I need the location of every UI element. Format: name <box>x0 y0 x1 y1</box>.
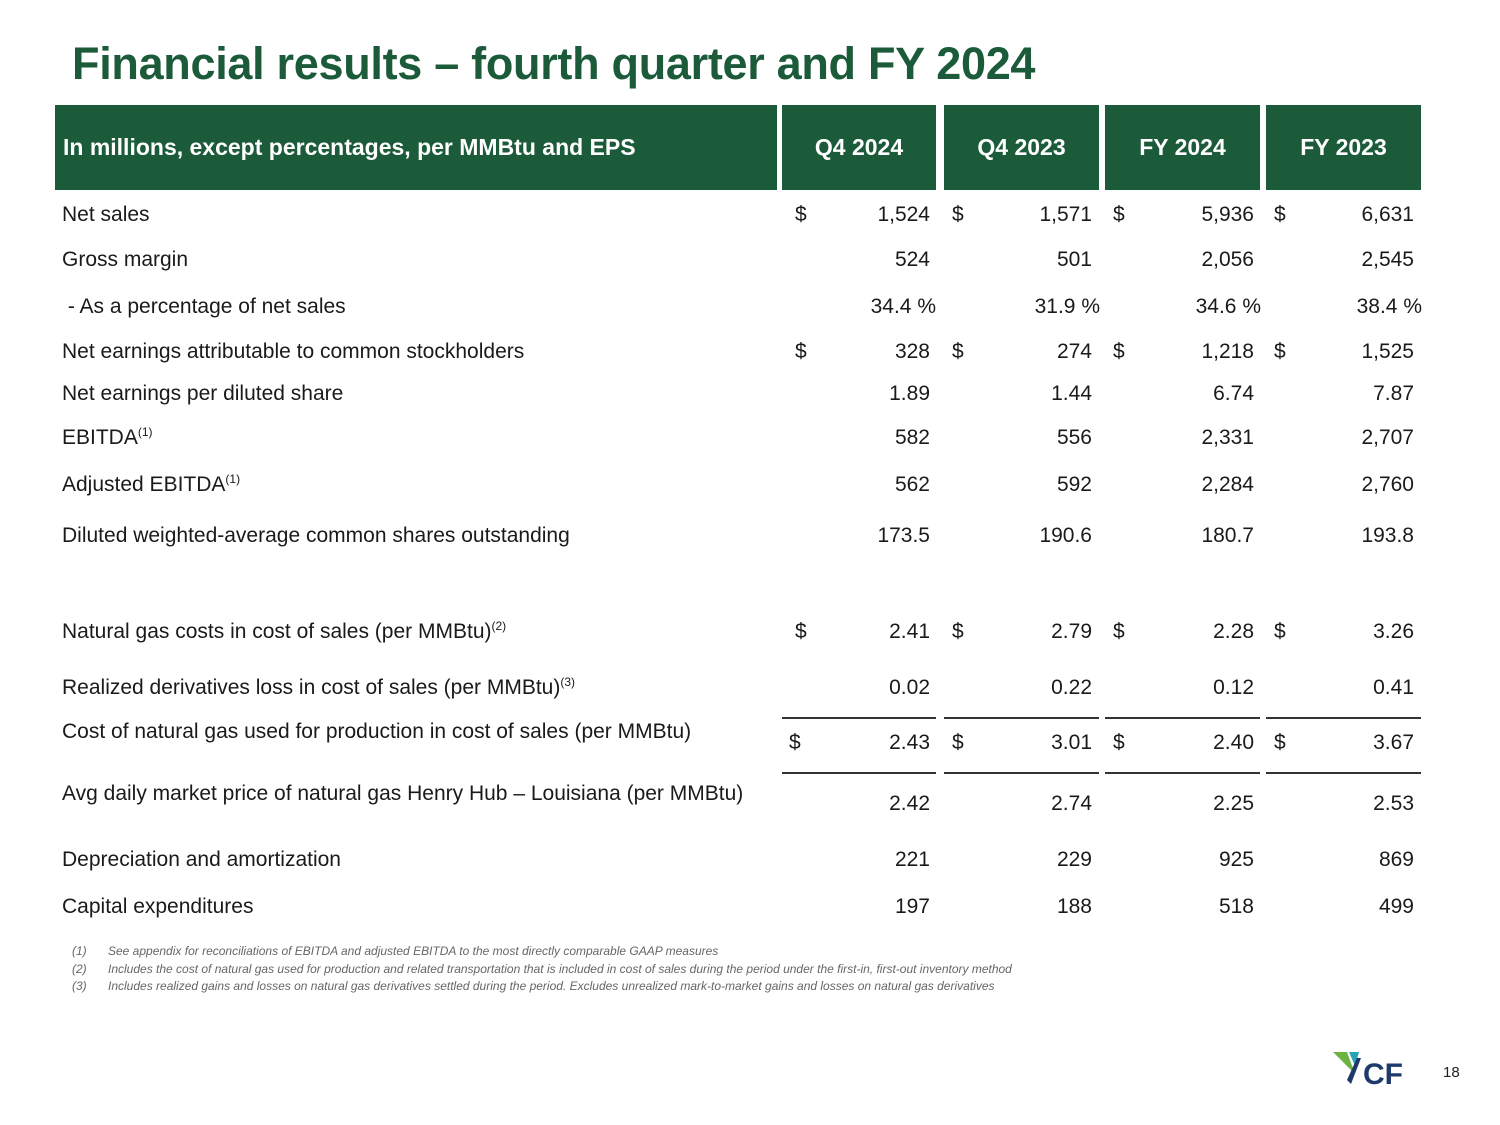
currency-symbol: $ <box>1113 203 1125 226</box>
subtotal-rule <box>944 717 1099 719</box>
cell-value: 180.7 <box>1201 524 1254 547</box>
cell-value: 197 <box>894 895 930 918</box>
row-label: Natural gas costs in cost of sales (per MMBtu)$^{(2)}$ <box>62 619 507 643</box>
footnote-marker: (2) <box>491 619 507 633</box>
cell-value: 2,056 <box>1201 248 1254 271</box>
currency-symbol: $ <box>952 340 964 363</box>
footnote-text: See appendix for reconciliations of EBITDA and adjusted EBITDA to the most directly comparable GAAP measures <box>108 944 719 958</box>
currency-symbol: $ <box>1113 731 1125 754</box>
cell-value: 1.89 <box>889 382 930 405</box>
row-label: Depreciation and amortization <box>62 848 341 871</box>
row-label: - As a percentage of net sales <box>62 295 346 318</box>
footnote-text: Includes realized gains and losses on natural gas derivatives settled during the period. Excludes unrealized mark-to-market gains and losses on natural gas derivatives <box>108 979 995 993</box>
row-label: Net earnings per diluted share <box>62 382 344 405</box>
subtotal-rule <box>1266 717 1421 719</box>
footnote-number: (1) <box>72 944 87 958</box>
footnote-text: Includes the cost of natural gas used for production and related transportation that is included in cost of sales during the period under the first-in, first-out inventory method <box>108 961 1012 976</box>
cell-value: 3.01 <box>1051 731 1092 754</box>
cell-value: 188 <box>1056 895 1092 918</box>
cell-value: 499 <box>1378 895 1414 918</box>
row-label: Realized derivatives loss in cost of sales (per MMBtu)$^{(3)}$ <box>62 675 576 699</box>
currency-symbol: $ <box>1274 731 1286 754</box>
cell-value: 0.02 <box>889 676 930 699</box>
row-label: Gross margin <box>62 248 189 271</box>
cell-value: 6.74 <box>1213 382 1254 405</box>
currency-symbol: $ <box>952 203 964 226</box>
currency-symbol: $ <box>1113 620 1125 643</box>
cell-value: 3.26 <box>1373 620 1414 643</box>
footnote-number: (3) <box>72 979 87 993</box>
total-rule <box>1105 772 1260 774</box>
footnote-marker: (1) <box>137 425 153 439</box>
cell-value: 0.12 <box>1213 676 1254 699</box>
cell-value: 556 <box>1056 426 1092 449</box>
cell-value: 0.22 <box>1051 676 1092 699</box>
page-number: 18 <box>1443 1064 1460 1081</box>
cf-logo <box>1333 1050 1413 1095</box>
total-rule <box>944 772 1099 774</box>
cell-value: 31.9 % <box>1034 295 1100 318</box>
footnote-marker: (1) <box>225 472 241 486</box>
cell-value: 2.41 <box>889 620 930 643</box>
cell-value: 3.67 <box>1373 731 1414 754</box>
footnote <box>72 962 1012 976</box>
cell-value: 2.25 <box>1213 792 1254 815</box>
cell-value: 5,936 <box>1201 203 1254 226</box>
cell-value: 2,545 <box>1361 248 1414 271</box>
cell-value: 1,525 <box>1361 340 1414 363</box>
cell-value: 501 <box>1056 248 1092 271</box>
cell-value: 2.40 <box>1213 731 1254 754</box>
row-label: Avg daily market price of natural gas Henry Hub – Louisiana (per MMBtu) <box>62 782 744 805</box>
header-col-q4-2024: Q4 2024 <box>782 105 936 190</box>
currency-symbol: $ <box>795 620 807 643</box>
cell-value: 1.44 <box>1051 382 1092 405</box>
cell-value: 221 <box>894 848 930 871</box>
row-label: Diluted weighted-average common shares outstanding <box>62 524 570 547</box>
cell-value: 2.28 <box>1213 620 1254 643</box>
currency-symbol: $ <box>795 203 807 226</box>
cell-value: 2,760 <box>1361 473 1414 496</box>
cell-value: 869 <box>1378 848 1414 871</box>
currency-symbol: $ <box>952 731 964 754</box>
cell-value: 34.6 % <box>1195 295 1261 318</box>
subtotal-rule <box>1105 717 1260 719</box>
cell-value: 34.4 % <box>870 295 936 318</box>
header-col-fy-2023: FY 2023 <box>1266 105 1421 190</box>
row-label: Net sales <box>62 203 150 226</box>
cell-value: 2,284 <box>1201 473 1254 496</box>
cell-value: 328 <box>894 340 930 363</box>
header-col-q4-2023: Q4 2023 <box>944 105 1099 190</box>
cell-value: 2.79 <box>1051 620 1092 643</box>
cell-value: 2.53 <box>1373 792 1414 815</box>
row-label: Adjusted EBITDA$^{(1)}$ <box>62 472 241 496</box>
cell-value: 2.74 <box>1051 792 1092 815</box>
cell-value: 7.87 <box>1373 382 1414 405</box>
currency-symbol: $ <box>789 731 801 754</box>
currency-symbol: $ <box>795 340 807 363</box>
cell-value: 2,331 <box>1201 426 1254 449</box>
cell-value: 1,218 <box>1201 340 1254 363</box>
cell-value: 190.6 <box>1039 524 1092 547</box>
cell-value: 518 <box>1218 895 1254 918</box>
total-rule <box>782 772 936 774</box>
currency-symbol: $ <box>1274 620 1286 643</box>
cell-value: 2,707 <box>1361 426 1414 449</box>
cell-value: 173.5 <box>877 524 930 547</box>
cell-value: 0.41 <box>1373 676 1414 699</box>
cell-value: 1,571 <box>1039 203 1092 226</box>
header-label: In millions, except percentages, per MMBtu and EPS <box>55 105 777 190</box>
row-label: Capital expenditures <box>62 895 254 918</box>
total-rule <box>1266 772 1421 774</box>
footnote-marker: (3) <box>560 675 576 689</box>
cell-value: 524 <box>894 248 930 271</box>
cell-value: 2.43 <box>889 731 930 754</box>
row-label: Cost of natural gas used for production in cost of sales (per MMBtu) <box>62 720 692 743</box>
cell-value: 229 <box>1056 848 1092 871</box>
logo-text: CF <box>1363 1058 1403 1090</box>
row-label: Net earnings attributable to common stockholders <box>62 340 525 363</box>
cell-value: 193.8 <box>1361 524 1414 547</box>
footnote <box>72 979 995 993</box>
header-col-fy-2024: FY 2024 <box>1105 105 1260 190</box>
cell-value: 582 <box>894 426 930 449</box>
footnote-number: (2) <box>72 961 87 976</box>
cell-value: 6,631 <box>1361 203 1414 226</box>
currency-symbol: $ <box>1113 340 1125 363</box>
footnote <box>72 944 718 958</box>
cell-value: 1,524 <box>877 203 930 226</box>
currency-symbol: $ <box>952 620 964 643</box>
page-title: Financial results – fourth quarter and FY 2024 <box>72 38 1036 89</box>
cell-value: 274 <box>1056 340 1092 363</box>
cell-value: 2.42 <box>889 792 930 815</box>
cell-value: 925 <box>1218 848 1254 871</box>
row-label: EBITDA$^{(1)}$ <box>62 425 153 449</box>
cell-value: 562 <box>894 473 930 496</box>
cell-value: 592 <box>1056 473 1092 496</box>
subtotal-rule <box>782 717 936 719</box>
cell-value: 38.4 % <box>1356 295 1422 318</box>
currency-symbol: $ <box>1274 340 1286 363</box>
currency-symbol: $ <box>1274 203 1286 226</box>
